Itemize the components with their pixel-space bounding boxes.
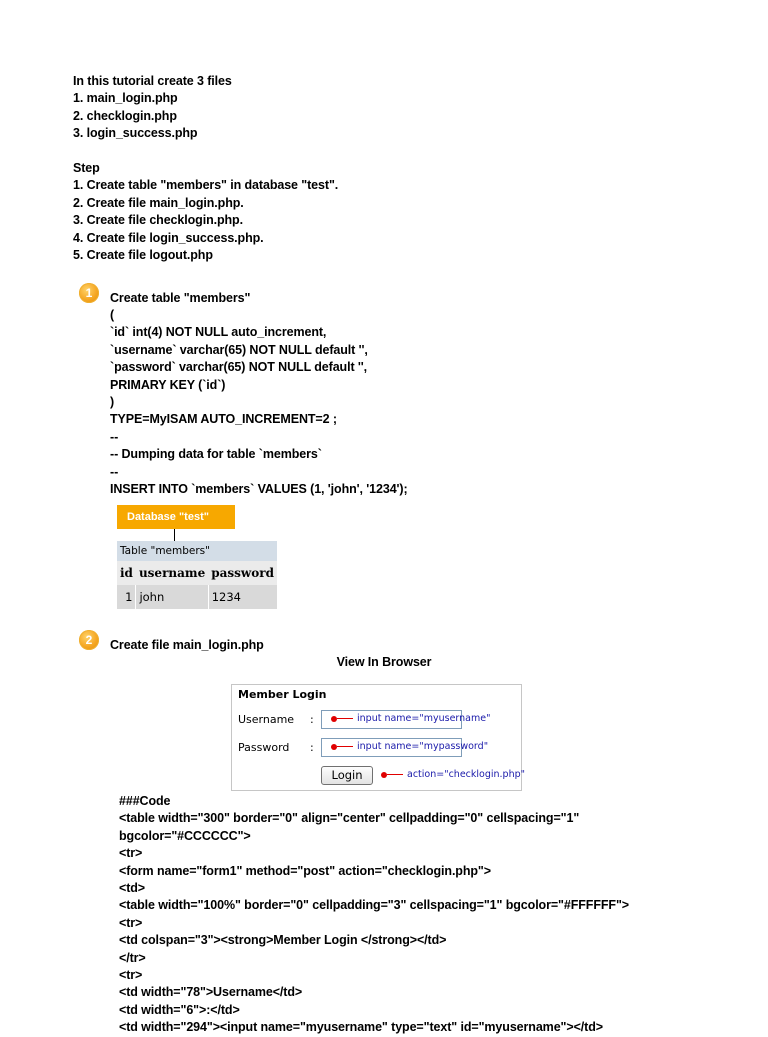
login-form-preview (231, 684, 525, 791)
code-line: <tr> (119, 915, 143, 930)
table-title: Table "members" (120, 545, 210, 557)
code-line: <td width="78">Username</td> (119, 985, 303, 1000)
column-header-username: username (138, 566, 206, 580)
code-line: <form name="form1" method="post" action="checklogin.php"> (119, 863, 491, 878)
html-code-block (119, 793, 629, 1037)
marker-line (337, 746, 353, 747)
intro-line: 2. checklogin.php (73, 108, 177, 123)
code-line: PRIMARY KEY (`id`) (110, 377, 226, 392)
code-line: <td width="294"><input name="myusername" type="text" id="myusername"></td> (119, 1020, 603, 1035)
cell-id: 1 (125, 590, 133, 604)
password-annotation-text: input name="mypassword" (357, 741, 489, 752)
cell-password: 1234 (208, 585, 277, 609)
steps-list (73, 160, 338, 264)
column-header-id: id (120, 566, 133, 580)
intro-line: 3. login_success.php (73, 126, 198, 141)
code-line: ###Code (119, 794, 171, 808)
database-header: Database "test" (117, 505, 235, 529)
code-line: <tr> (119, 846, 143, 861)
code-line: -- (110, 429, 119, 444)
members-table (117, 541, 277, 609)
code-line: INSERT INTO `members` VALUES (1, 'john', '1234'); (110, 482, 408, 497)
intro-line: In this tutorial create 3 files (73, 74, 232, 88)
connector-line (174, 529, 175, 541)
section-1-title: Create table "members" (110, 291, 251, 305)
intro-line: 1. main_login.php (73, 91, 178, 106)
code-line: bgcolor="#CCCCCC"> (119, 828, 251, 843)
steps-line: 1. Create table "members" in database "test". (73, 178, 339, 193)
cell-username: john (136, 585, 208, 609)
code-line: <td> (119, 881, 145, 896)
code-line: </tr> (119, 950, 146, 965)
username-annotation (331, 713, 490, 724)
code-line: <table width="100%" border="0" cellpadding="3" cellspacing="1" bgcolor="#FFFFFF"> (119, 898, 629, 913)
code-line: `password` varchar(65) NOT NULL default '', (110, 360, 368, 375)
table-title-row (117, 541, 277, 561)
table-header-row (117, 561, 277, 585)
code-line: -- (110, 464, 119, 479)
marker-line (387, 774, 403, 775)
code-line: `username` varchar(65) NOT NULL default '', (110, 342, 368, 357)
username-colon: : (310, 713, 314, 726)
marker-line (337, 718, 353, 719)
steps-line: Step (73, 161, 100, 175)
form-title: Member Login (238, 688, 327, 701)
code-line: <table width="300" border="0" align="center" cellpadding="0" cellspacing="1" (119, 811, 580, 826)
column-header-password: password (211, 566, 274, 580)
intro-text (73, 73, 232, 143)
username-annotation-text: input name="myusername" (357, 713, 491, 724)
steps-line: 4. Create file login_success.php. (73, 230, 264, 245)
code-line: <td width="6">:</td> (119, 1002, 240, 1017)
action-annotation-text: action="checklogin.php" (407, 769, 525, 780)
step-2-badge: 2 (79, 630, 99, 650)
section-2-title: Create file main_login.php (110, 638, 264, 652)
code-line: TYPE=MyISAM AUTO_INCREMENT=2 ; (110, 412, 337, 427)
code-line: ) (110, 395, 115, 410)
steps-line: 2. Create file main_login.php. (73, 195, 244, 210)
password-label: Password (238, 741, 290, 754)
code-line: <tr> (119, 968, 143, 983)
step-1-badge: 1 (79, 283, 99, 303)
sql-code-block (110, 307, 408, 498)
username-label: Username (238, 713, 295, 726)
view-in-browser-title: View In Browser (336, 655, 432, 669)
code-line: ( (110, 308, 115, 322)
steps-line: 3. Create file checklogin.php. (73, 213, 243, 228)
password-colon: : (310, 741, 314, 754)
steps-line: 5. Create file logout.php (73, 248, 213, 263)
code-line: -- Dumping data for table `members` (110, 447, 322, 462)
login-button[interactable]: Login (321, 766, 373, 785)
action-annotation (381, 769, 525, 780)
code-line: <td colspan="3"><strong>Member Login </strong></td> (119, 933, 447, 948)
table-row (117, 585, 277, 609)
password-annotation (331, 741, 488, 752)
code-line: `id` int(4) NOT NULL auto_increment, (110, 325, 327, 340)
